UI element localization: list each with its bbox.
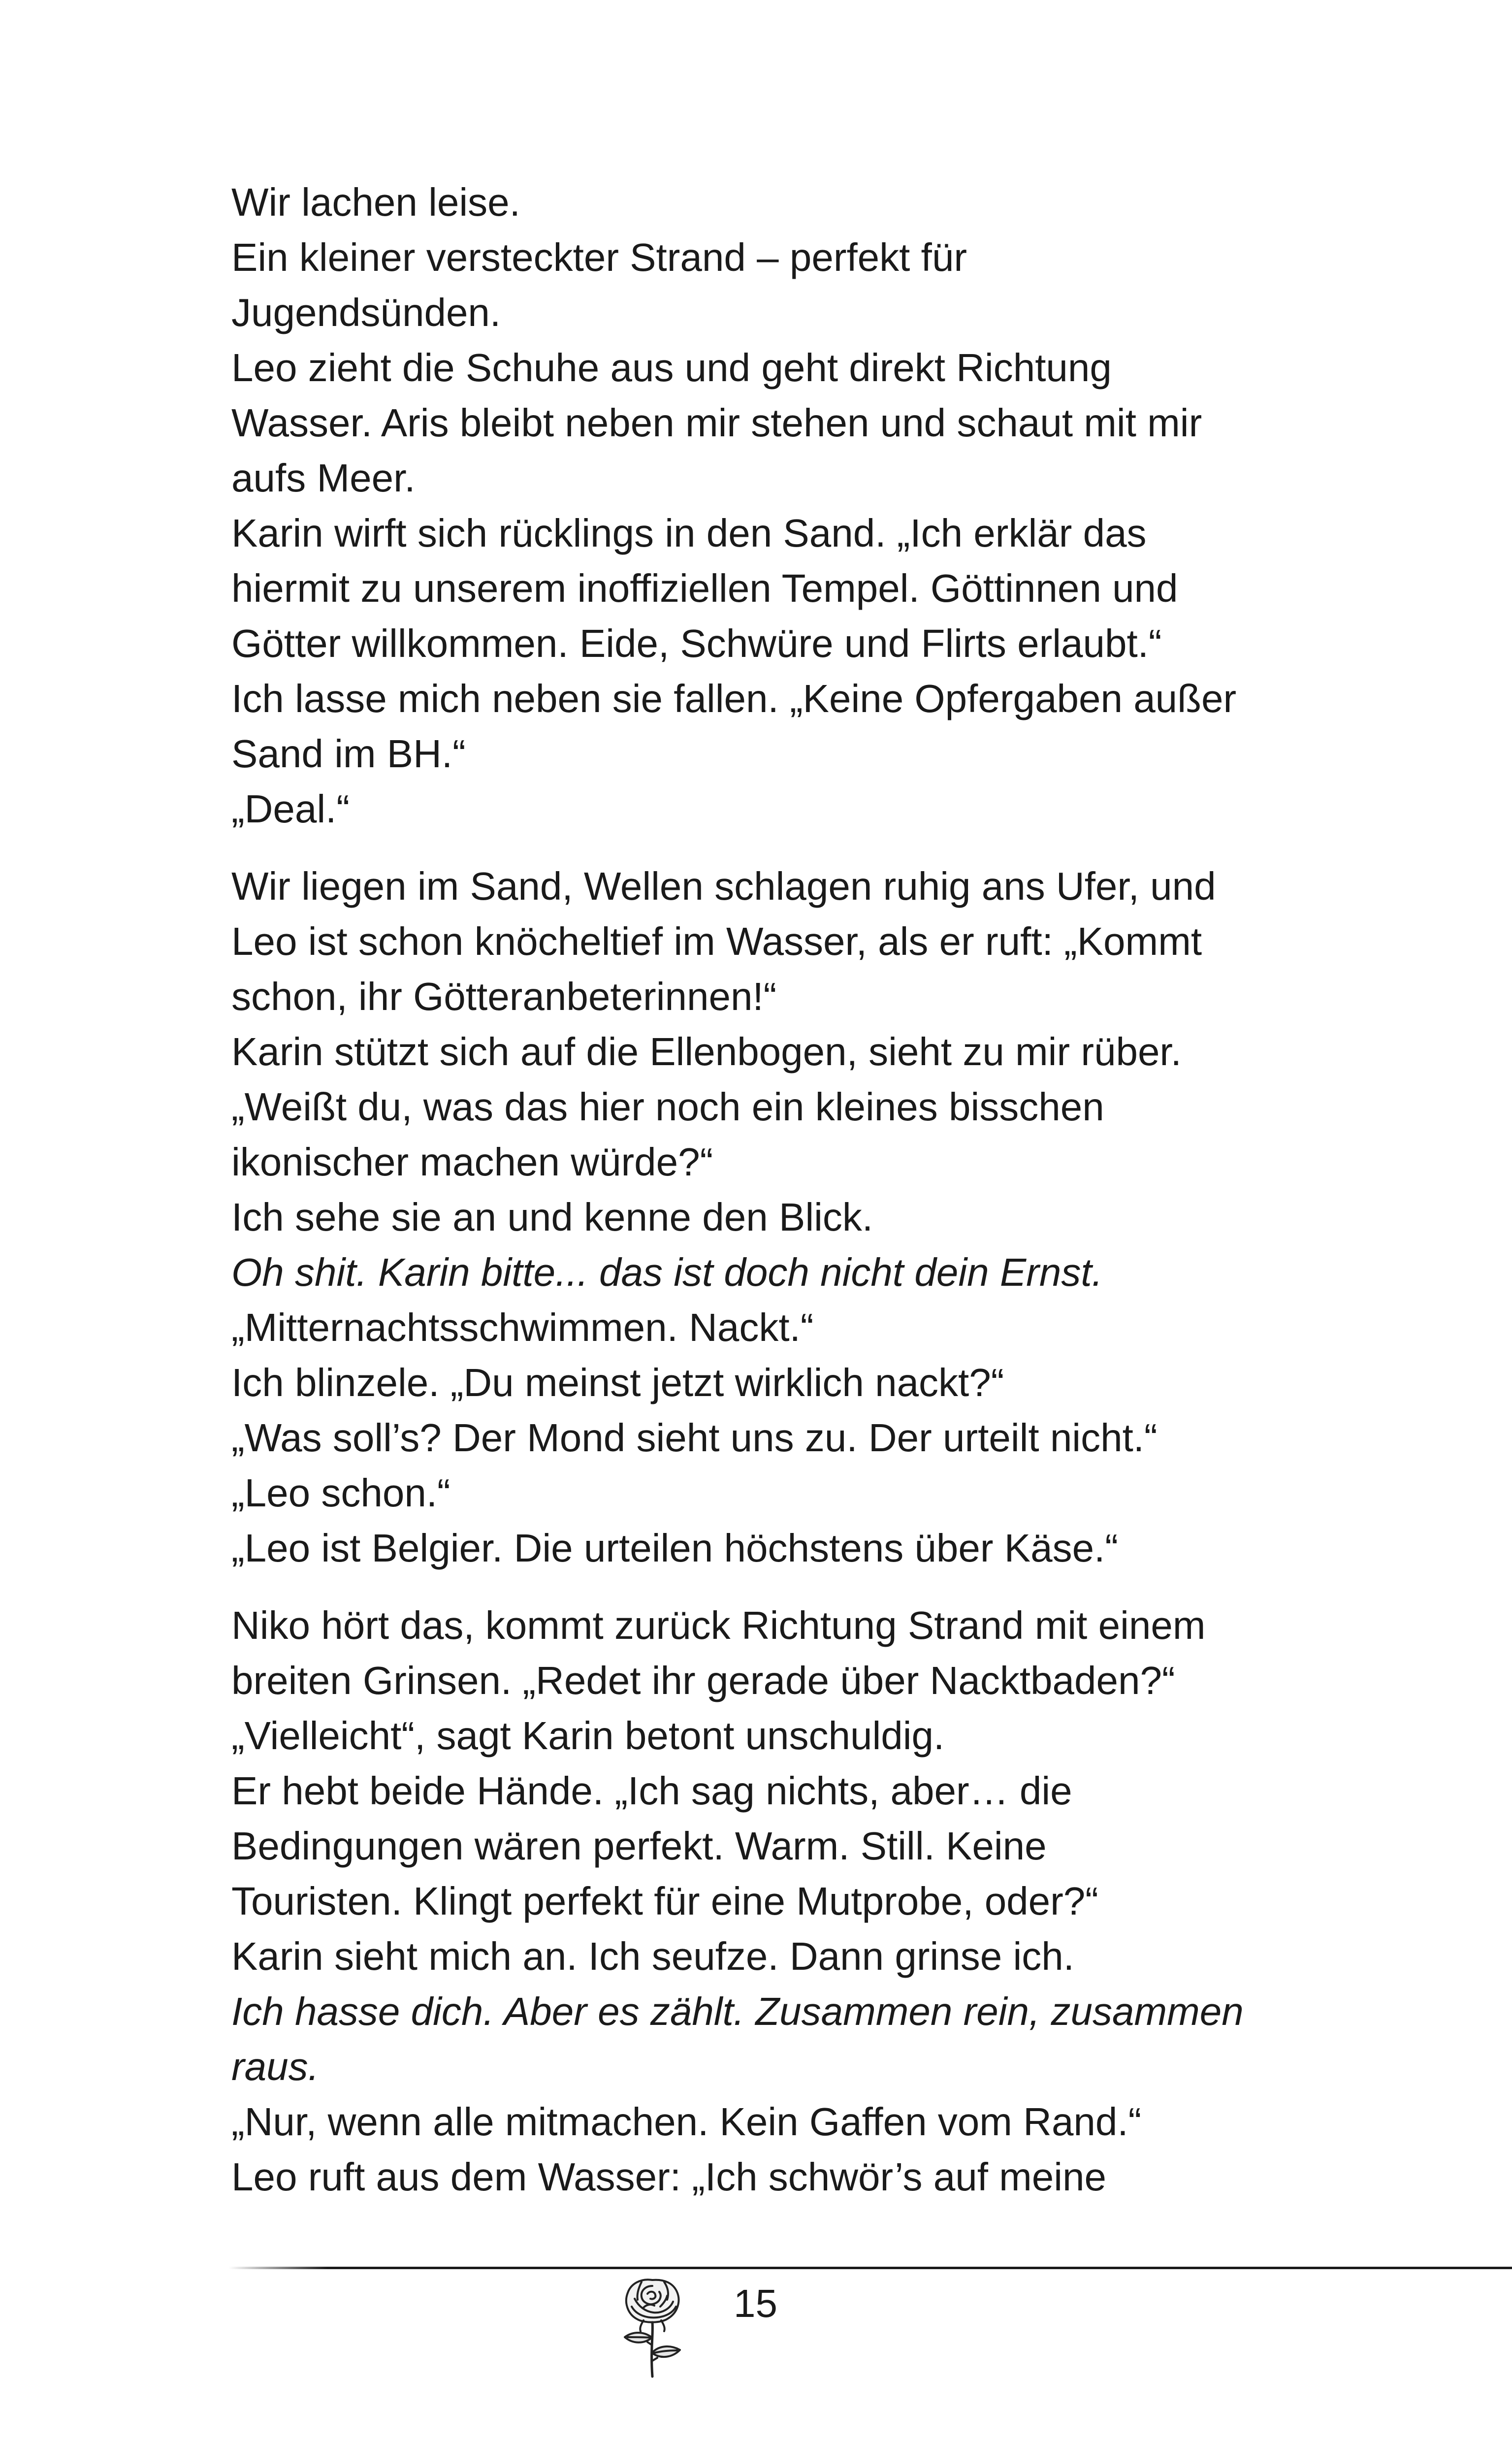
text-line: Wir liegen im Sand, Wellen schlagen ruhig ans Ufer, und (231, 864, 1216, 908)
text-line: Wir lachen leise. (231, 180, 520, 224)
text-line: Bedingungen wären perfekt. Warm. Still. Keine (231, 1824, 1047, 1868)
text-line: Karin wirft sich rücklings in den Sand. „Ich erklär das (231, 511, 1147, 555)
text-line: Leo ist schon knöcheltief im Wasser, als er ruft: „Kommt (231, 919, 1202, 963)
text-line: hiermit zu unserem inoffiziellen Tempel. Göttinnen und (231, 566, 1178, 610)
text-line: „Nur, wenn alle mitmachen. Kein Gaffen vom Rand.“ (231, 2100, 1142, 2144)
rose-icon (613, 2271, 692, 2379)
text-line: Leo ruft aus dem Wasser: „Ich schwör’s auf meine (231, 2155, 1107, 2199)
text-line-italic: Oh shit. Karin bitte... das ist doch nicht dein Ernst. (231, 1250, 1103, 1294)
text-line: Sand im BH.“ (231, 732, 466, 776)
text-line: Jugendsünden. (231, 291, 501, 334)
text-paragraph (231, 175, 1315, 837)
text-line: schon, ihr Götteranbeterinnen!“ (231, 975, 777, 1018)
text-line: „Leo ist Belgier. Die urteilen höchstens über Käse.“ (231, 1526, 1118, 1570)
text-line: Er hebt beide Hände. „Ich sag nichts, aber… die (231, 1769, 1072, 1813)
text-line: „Leo schon.“ (231, 1471, 450, 1515)
text-line: Götter willkommen. Eide, Schwüre und Flirts erlaubt.“ (231, 621, 1162, 665)
text-line: Ich blinzele. „Du meinst jetzt wirklich nackt?“ (231, 1361, 1004, 1404)
text-line: Touristen. Klingt perfekt für eine Mutprobe, oder?“ (231, 1879, 1098, 1923)
text-line: Ein kleiner versteckter Strand – perfekt für (231, 235, 967, 279)
text-line: aufs Meer. (231, 456, 416, 500)
text-line: Ich lasse mich neben sie fallen. „Keine Opfergaben außer (231, 677, 1237, 720)
text-line: „Vielleicht“, sagt Karin betont unschuldig. (231, 1714, 945, 1758)
text-line: breiten Grinsen. „Redet ihr gerade über Nacktbaden?“ (231, 1659, 1175, 1702)
text-line: „Was soll’s? Der Mond sieht uns zu. Der urteilt nicht.“ (231, 1416, 1158, 1460)
text-line: Wasser. Aris bleibt neben mir stehen und schaut mit mir (231, 401, 1202, 445)
text-line: „Mitternachtsschwimmen. Nackt.“ (231, 1305, 814, 1349)
text-line: Karin stützt sich auf die Ellenbogen, sieht zu mir rüber. (231, 1030, 1182, 1074)
footer-divider (229, 2267, 1512, 2269)
text-line: „Weißt du, was das hier noch ein kleines bisschen (231, 1085, 1104, 1129)
text-paragraph (231, 859, 1315, 1576)
text-line: ikonischer machen würde?“ (231, 1140, 713, 1184)
text-line: „Deal.“ (231, 787, 350, 831)
text-line-italic: Ich hasse dich. Aber es zählt. Zusammen rein, zusammen (231, 1989, 1244, 2033)
text-paragraph (231, 1598, 1315, 2205)
page-body (231, 175, 1315, 2205)
text-line: Karin sieht mich an. Ich seufze. Dann grinse ich. (231, 1934, 1074, 1978)
text-line-italic: raus. (231, 2045, 319, 2088)
text-line: Leo zieht die Schuhe aus und geht direkt Richtung (231, 346, 1112, 390)
text-line: Ich sehe sie an und kenne den Blick. (231, 1195, 873, 1239)
text-line: Niko hört das, kommt zurück Richtung Strand mit einem (231, 1603, 1206, 1647)
page-number: 15 (734, 2281, 777, 2325)
